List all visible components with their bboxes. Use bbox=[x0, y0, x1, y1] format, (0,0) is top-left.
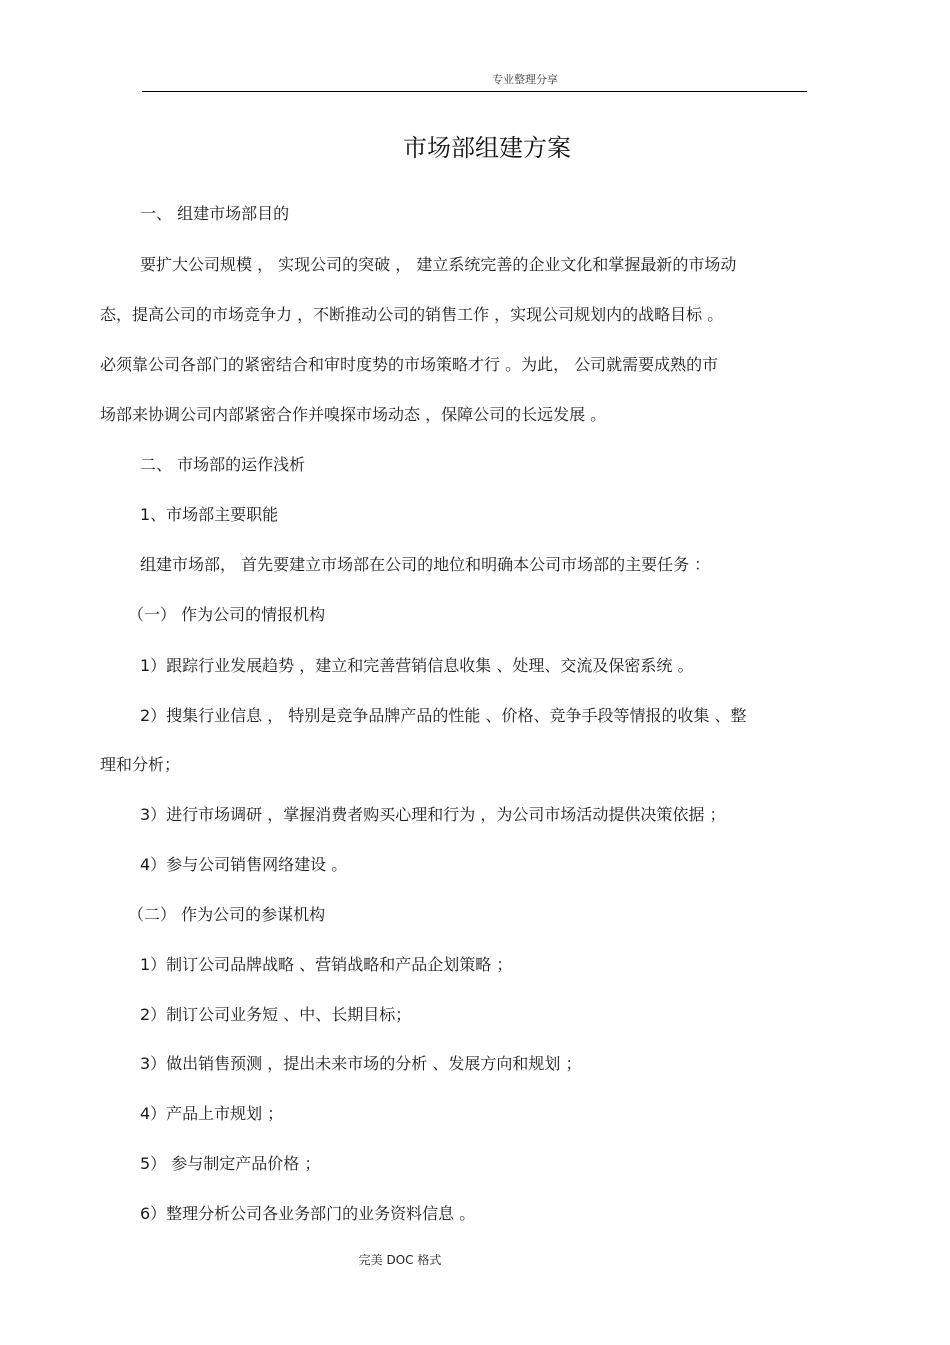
paragraph-line: 组建市场部， 首先要建立市场部在公司的地位和明确本公司市场部的主要任务 ： bbox=[140, 555, 711, 574]
list-item: 1）制订公司品牌战略 、营销战略和产品企划策略 ； bbox=[140, 955, 513, 974]
list-item: 2）搜集行业信息 ， 特别是竞争品牌产品的性能 、价格、竞争手段等情报的收集 、整 bbox=[140, 706, 747, 725]
paragraph-line: 必须靠公司各部门的紧密结合和审时度势的市场策略才行 。为此， 公司就需要成熟的市 bbox=[100, 355, 719, 374]
paragraph-line: 态，提高公司的市场竞争力 ，不断推动公司的销售工作 ，实现公司规划内的战略目标 。 bbox=[100, 305, 724, 324]
header-divider bbox=[142, 91, 807, 92]
list-item: 1）跟踪行业发展趋势 ，建立和完善营销信息收集 、处理、交流及保密系统 。 bbox=[140, 656, 694, 675]
section-heading-1: 一、 组建市场部目的 bbox=[140, 204, 290, 223]
list-item: 5） 参与制定产品价格 ； bbox=[140, 1154, 321, 1173]
list-item-continuation: 理和分析； bbox=[100, 755, 181, 774]
page-header: 专业整理分享 bbox=[492, 73, 558, 86]
paragraph-line: 场部来协调公司内部紧密合作并嗅探市场动态 ，保障公司的长远发展 。 bbox=[100, 405, 607, 424]
document-title: 市场部组建方案 bbox=[403, 134, 571, 162]
subsection-heading: （一） 作为公司的情报机构 bbox=[128, 605, 326, 624]
paragraph-line: 要扩大公司规模 ， 实现公司的突破 ， 建立系统完善的企业文化和掌握最新的市场动 bbox=[140, 255, 737, 274]
subsection-heading: （二） 作为公司的参谋机构 bbox=[128, 905, 326, 924]
list-item: 4）产品上市规划 ； bbox=[140, 1104, 284, 1123]
list-item: 3）做出销售预测 ，提出未来市场的分析 、发展方向和规划 ； bbox=[140, 1054, 582, 1073]
subsection-heading: 1、市场部主要职能 bbox=[140, 505, 279, 524]
section-heading-2: 二、 市场部的运作浅析 bbox=[140, 455, 306, 474]
list-item: 2）制订公司业务短 、中、长期目标； bbox=[140, 1005, 412, 1024]
page-footer: 完美 DOC 格式 bbox=[358, 1253, 442, 1267]
list-item: 6）整理分析公司各业务部门的业务资料信息 。 bbox=[140, 1204, 476, 1223]
list-item: 4）参与公司销售网络建设 。 bbox=[140, 855, 348, 874]
list-item: 3）进行市场调研 ，掌握消费者购买心理和行为 ，为公司市场活动提供决策依据 ； bbox=[140, 805, 726, 824]
